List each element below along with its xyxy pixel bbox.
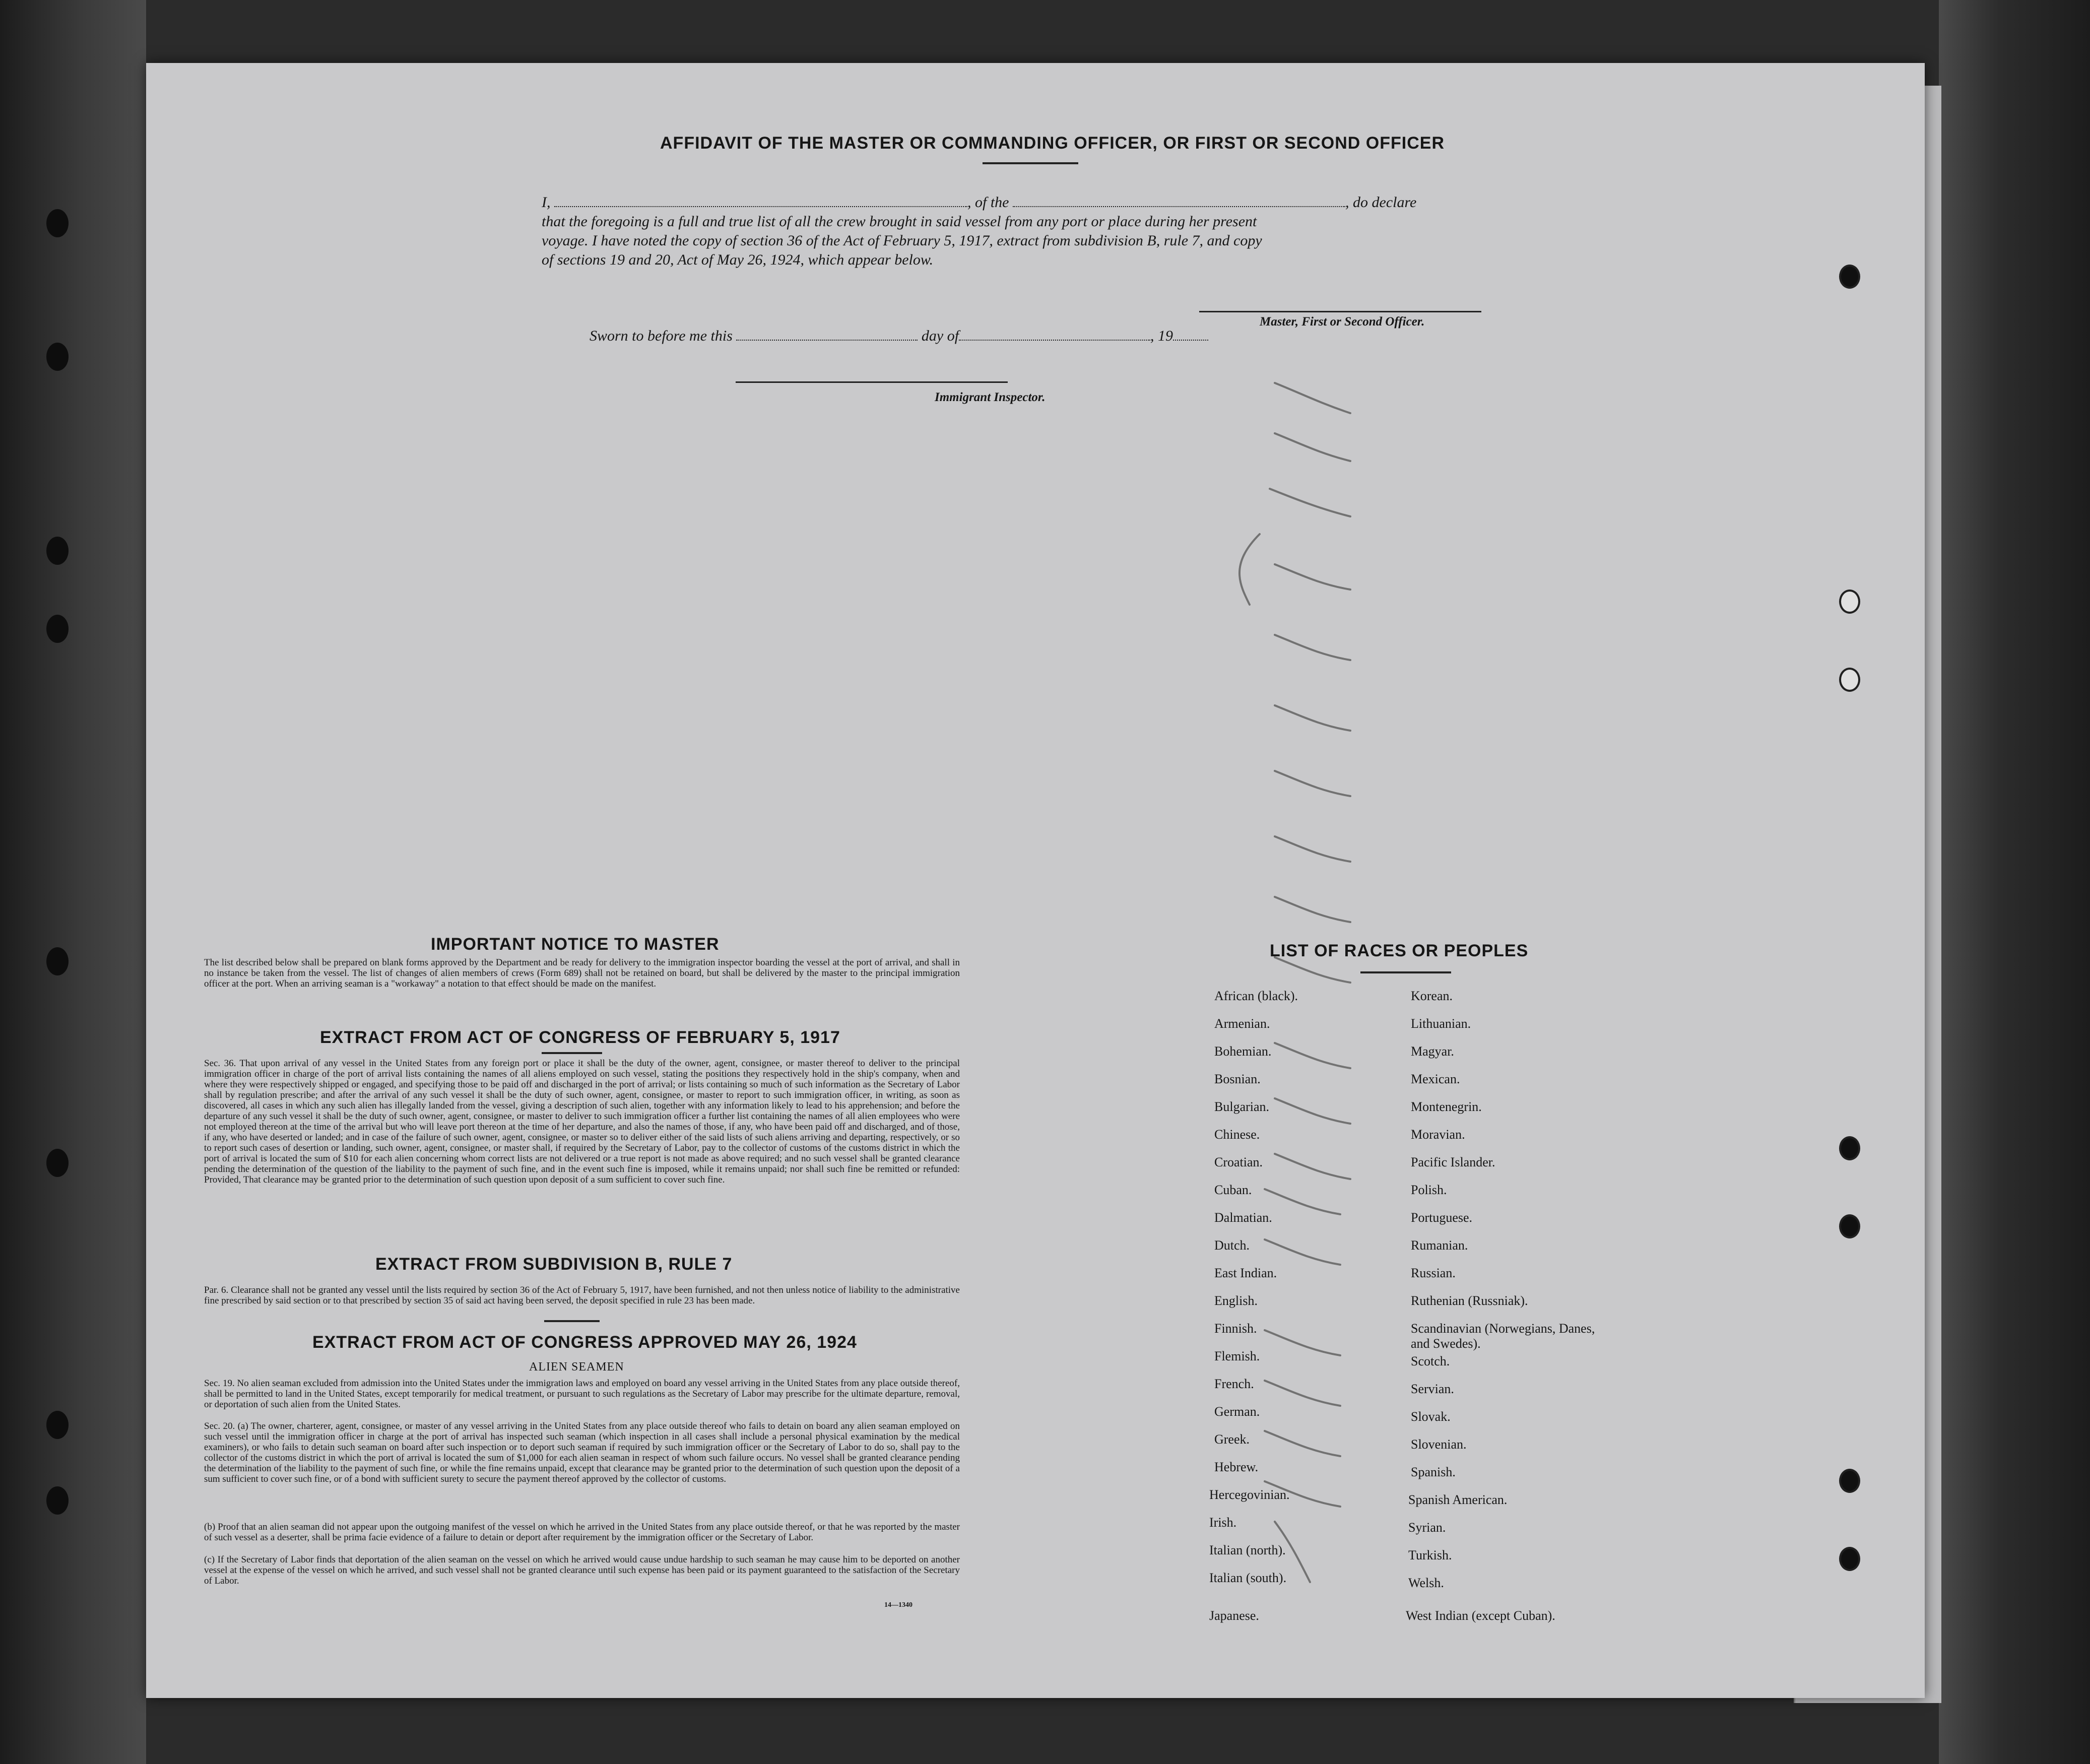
vessel-name-field[interactable]: [1013, 194, 1345, 207]
sworn-month-field[interactable]: [959, 328, 1150, 341]
race-item: Finnish.: [1214, 1321, 1257, 1336]
race-item: Japanese.: [1209, 1608, 1259, 1623]
ditto-stroke: [1265, 1330, 1340, 1355]
race-item: Portuguese.: [1411, 1210, 1473, 1225]
race-item: Flemish.: [1214, 1349, 1260, 1363]
race-item: Greek.: [1214, 1432, 1250, 1447]
race-item: Hebrew.: [1214, 1460, 1259, 1474]
alien-seamen-subtitle: ALIEN SEAMEN: [529, 1360, 624, 1374]
ditto-stroke: [1265, 1189, 1340, 1214]
ditto-stroke: [1265, 1431, 1340, 1456]
punch-hole: [46, 1486, 69, 1515]
race-item: Scotch.: [1411, 1354, 1450, 1368]
race-item: Chinese.: [1214, 1127, 1260, 1142]
ditto-stroke: [1275, 771, 1350, 796]
race-item: Croatian.: [1214, 1155, 1263, 1169]
race-item: Turkish.: [1408, 1548, 1452, 1562]
scan-background-right: [1939, 0, 2090, 1764]
ring-hole: [1839, 1214, 1860, 1238]
race-item: Slovak.: [1411, 1409, 1451, 1424]
ditto-stroke: [1275, 383, 1350, 413]
extract-1917-body: Sec. 36. That upon arrival of any vessel in the United States from any foreign port or place it shall be the duty of the owner, agent, consignee, or master thereof to deliver to the principal immigration officer in charge of the port of arrival lists containing the names of all aliens employed on such vessel, stating the positions they respectively hold in the ship's company, when and where they were respectively shipped or engaged, and specifying those to be paid off and discharged in the port of arrival; or lists containing so much of such information as the Secretary of Labor shall by regulation prescribe; and after the arrival of any such vessel it shall be the duty of such owner, agent, consignee, or master to report to such immigration officer, in writing, as soon as discovered, all cases in which any such alien has illegally landed from the vessel, giving a description of such alien, together with any information likely to lead to his apprehension; and before the departure of any such vessel it shall be the duty of such owner, agent, consignee, or master to deliver to such immigration officer a further list containing the names of all alien employees who were not employed thereon at the time of the arrival but who will leave port thereon at the time of her departure, and also the names of those, if any, who have been paid off and discharged, and of those, if any, who have deserted or landed; and in case of the failure of such owner, agent, consignee, or master so to deliver either of the said lists of such aliens arriving and departing, respectively, or so to report such cases of desertion or landing, such owner, agent, consignee, or master shall, if required by the Secretary of Labor, pay to the collector of customs of the customs district in which the port of arrival is located the sum of $10 for each alien concerning whom correct lists are not delivered or a true report is not made as above required; and no such vessel shall be granted clearance pending the determination of the question of the liability to the payment of such fine, and in the event such fine is imposed, while it remains unpaid; nor shall such fine be remitted or refunded: Provided, That clearance may be granted prior to the determination of such question upon deposit of a sum sufficient to cover such fine.: [204, 1058, 960, 1185]
ring-hole: [1839, 590, 1860, 614]
race-item: Dalmatian.: [1214, 1210, 1272, 1225]
sec19-body: Sec. 19. No alien seaman excluded from admission into the United States under the immigration laws and employed on board any vessel arriving in the United States from any place outside thereof, shall be permitted to land in the United States, except temporarily for medical treatment, or pursuant to such regulations as the Secretary of Labor may prescribe for the ultimate departure, removal, or deportation of such alien from the United States.: [204, 1378, 960, 1410]
sworn-day-of: day of: [921, 328, 959, 344]
race-item: Ruthenian (Russniak).: [1411, 1293, 1528, 1308]
sec20b-body: (b) Proof that an alien seaman did not appear upon the outgoing manifest of the vessel on which he arrived in the United States from any place outside thereof, or that he was reported by the master of such vessel as a deserter, shall be prima facie evidence of a failure to detain or deport after requirement by the immigration officer or the Secretary of Labor.: [204, 1522, 960, 1543]
race-item: Bosnian.: [1214, 1072, 1261, 1086]
ditto-stroke: [1275, 897, 1350, 922]
race-item: West Indian (except Cuban).: [1406, 1608, 1555, 1623]
race-item: Servian.: [1411, 1382, 1454, 1396]
affidavit-declare: , do declare: [1345, 194, 1417, 211]
race-item: French.: [1214, 1377, 1254, 1391]
sworn-line: [590, 328, 1567, 345]
race-item: Bohemian.: [1214, 1044, 1272, 1059]
notice-body: The list described below shall be prepared on blank forms approved by the Department and be ready for delivery to the immigration inspector boarding the vessel at the port of arrival, and shall in no instance be taken from the vessel. The list of changes of alien members of crews (Form 689) shall not be retained on board, but shall be delivered by the master to the principal immigration officer at the port. When an arriving seaman is a "workaway" a notation to that effect should be made on the manifest.: [204, 957, 960, 989]
extract-1917-rule: [542, 1052, 602, 1054]
affidavit-line-2: that the foregoing is a full and true list of all the crew brought in said vessel from any port or place during her present: [542, 213, 1257, 230]
race-item: Hercegovinian.: [1209, 1487, 1290, 1502]
race-item: Polish.: [1411, 1183, 1447, 1197]
extract-rule7-rule: [544, 1320, 600, 1322]
race-item: Mexican.: [1411, 1072, 1460, 1086]
punch-hole: [46, 1149, 69, 1177]
race-item: Scandinavian (Norwegians, Danes, and Swedes).: [1411, 1321, 1595, 1351]
race-item: Rumanian.: [1411, 1238, 1468, 1253]
race-item: Lithuanian.: [1411, 1016, 1471, 1031]
race-item: Montenegrin.: [1411, 1099, 1482, 1114]
ditto-stroke: [1275, 836, 1350, 862]
race-item: Spanish.: [1411, 1465, 1456, 1479]
ring-hole: [1839, 1469, 1860, 1493]
punch-hole: [46, 537, 69, 565]
race-item: Italian (south).: [1209, 1571, 1287, 1585]
race-item: African (black).: [1214, 989, 1298, 1003]
ditto-stroke: [1275, 957, 1350, 983]
ditto-stroke: [1275, 1098, 1350, 1124]
extract-rule7-title: EXTRACT FROM SUBDIVISION B, RULE 7: [375, 1255, 733, 1274]
race-item: Korean.: [1411, 989, 1453, 1003]
punch-hole: [46, 947, 69, 975]
race-item: German.: [1214, 1404, 1260, 1419]
races-title: LIST OF RACES OR PEOPLES: [1270, 941, 1529, 960]
master-signature-label: Master, First or Second Officer.: [1260, 315, 1425, 329]
master-name-field[interactable]: [554, 194, 967, 207]
affidavit-of-the: , of the: [967, 194, 1009, 211]
master-signature-line[interactable]: [1199, 311, 1481, 312]
sworn-day-field[interactable]: [736, 328, 918, 341]
form-code: 14—1340: [884, 1601, 912, 1609]
sec20a-body: Sec. 20. (a) The owner, charterer, agent, consignee, or master of any vessel arriving in the United States from any place outside thereof who fails to detain on board any alien seaman employed on such vessel until the immigration officer in charge at the port of arrival has inspected such seaman (which inspection in all cases shall include a personal physical examination by the medical examiners), or who fails to detain such seaman on board after such inspection or to deport such seaman if required by such immigration officer or the Secretary of Labor to do so, shall pay to the collector of the customs district in which the port of arrival is located the sum of $1,000 for each alien seaman in respect of whom such failure occurs. No vessel shall be granted clearance pending the determination of the liability to the payment of such fine, or while the fine remains unpaid, except that clearance may be granted prior to the determination of such question upon the deposit of a sum sufficient to cover such fine, or of a bond with sufficient surety to secure the payment thereof approved by the collector of customs.: [204, 1421, 960, 1484]
inspector-signature-label: Immigrant Inspector.: [935, 390, 1046, 404]
ditto-stroke: [1265, 1381, 1340, 1406]
ring-hole: [1839, 265, 1860, 289]
race-item: Italian (north).: [1209, 1543, 1286, 1557]
punch-hole: [46, 1411, 69, 1439]
race-item: Pacific Islander.: [1411, 1155, 1495, 1169]
races-title-rule: [1360, 971, 1451, 973]
extract-rule7-body: Par. 6. Clearance shall not be granted any vessel until the lists required by section 36 of the Act of February 5, 1917, have been furnished, and not then unless notice of liability to the administrative fine prescribed by said section or to that prescribed by section 35 of said act having been served, the deposit specified in rule 23 has been made.: [204, 1285, 960, 1306]
ring-hole: [1839, 1547, 1860, 1571]
ditto-stroke: [1275, 433, 1350, 461]
sworn-prefix: Sworn to before me this: [590, 328, 733, 344]
race-item: Syrian.: [1408, 1520, 1446, 1535]
ring-hole: [1839, 668, 1860, 692]
extract-1924-title: EXTRACT FROM ACT OF CONGRESS APPROVED MAY 26, 1924: [312, 1333, 857, 1352]
affidavit-line-3: voyage. I have noted the copy of section 36 of the Act of February 5, 1917, extract from subdivision B, rule 7, and copy: [542, 232, 1262, 249]
sec20c-body: (c) If the Secretary of Labor finds that deportation of the alien seaman on the vessel on which he arrived would cause undue hardship to such seaman he may cause him to be deported on another vessel at the expense of the vessel on which he arrived, and such vessel shall not be granted clearance until such expense has been paid or its payment guaranteed to the satisfaction of the Secretary of Labor.: [204, 1554, 960, 1586]
race-item: Bulgarian.: [1214, 1099, 1270, 1114]
race-item: Welsh.: [1408, 1576, 1444, 1590]
scan-background-left: [0, 0, 146, 1764]
sworn-year-prefix: , 19: [1150, 328, 1173, 344]
race-item: Slovenian.: [1411, 1437, 1467, 1452]
race-item: Irish.: [1209, 1515, 1237, 1530]
race-item: Moravian.: [1411, 1127, 1465, 1142]
extract-1917-title: EXTRACT FROM ACT OF CONGRESS OF FEBRUARY 5, 1917: [320, 1028, 840, 1047]
ditto-stroke: [1275, 705, 1350, 731]
race-item: Armenian.: [1214, 1016, 1270, 1031]
race-item: Russian.: [1411, 1266, 1456, 1280]
ditto-stroke: [1275, 635, 1350, 660]
ring-hole: [1839, 1136, 1860, 1160]
inspector-signature-line[interactable]: [736, 381, 1008, 383]
race-item: East Indian.: [1214, 1266, 1277, 1280]
sworn-year-field[interactable]: [1173, 328, 1208, 341]
ditto-stroke: [1239, 534, 1260, 605]
punch-hole: [46, 209, 69, 237]
ditto-stroke: [1275, 1154, 1350, 1179]
race-item: English.: [1214, 1293, 1258, 1308]
ditto-stroke: [1275, 564, 1350, 590]
notice-title: IMPORTANT NOTICE TO MASTER: [431, 935, 720, 954]
ditto-stroke: [1270, 489, 1350, 516]
affidavit-i: I,: [542, 194, 551, 211]
race-item: Spanish American.: [1408, 1492, 1508, 1507]
race-item: Cuban.: [1214, 1183, 1252, 1197]
affidavit-line-1: [542, 194, 1519, 211]
race-item: Dutch.: [1214, 1238, 1250, 1253]
ditto-stroke: [1265, 1239, 1340, 1265]
affidavit-line-4: of sections 19 and 20, Act of May 26, 1924, which appear below.: [542, 251, 934, 268]
ditto-stroke: [1275, 1043, 1350, 1068]
punch-hole: [46, 615, 69, 643]
affidavit-title-rule: [983, 162, 1078, 164]
race-item: Magyar.: [1411, 1044, 1454, 1059]
affidavit-title: AFFIDAVIT OF THE MASTER OR COMMANDING OFFICER, OR FIRST OR SECOND OFFICER: [660, 134, 1445, 153]
punch-hole: [46, 343, 69, 371]
